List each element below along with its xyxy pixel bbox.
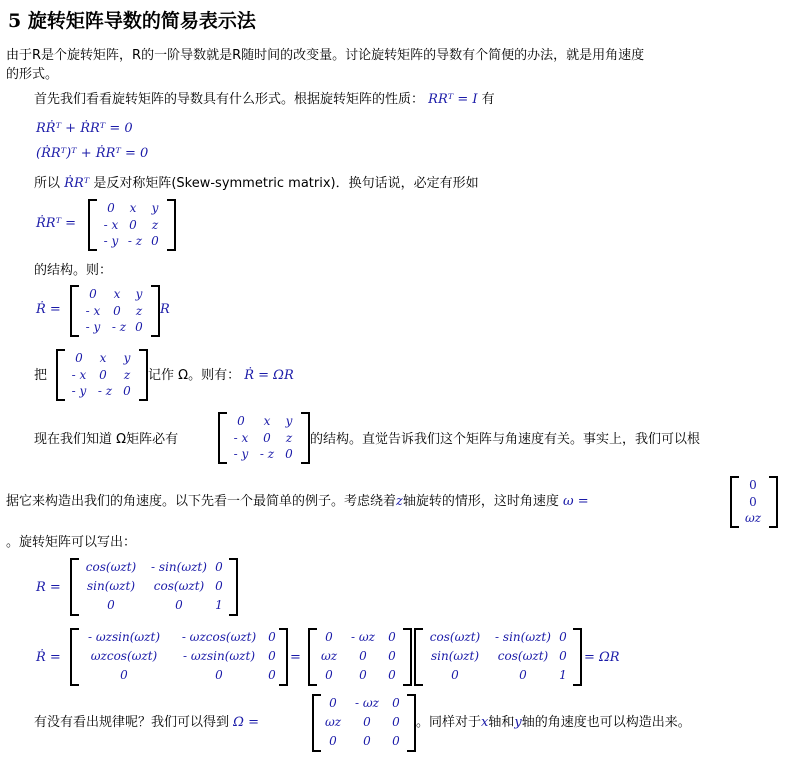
- matrix-cell: sin(ωzt): [430, 649, 480, 663]
- matrix-cell: 0: [559, 630, 567, 644]
- matrix-cell: 0: [363, 715, 371, 729]
- matrix-cell: 0: [451, 668, 459, 682]
- matrix-cell: cos(ωzt): [497, 649, 549, 663]
- rdot-matrix: [70, 285, 160, 337]
- matrix-cell: 0: [129, 218, 137, 232]
- skew-text: 是反对称矩阵(Skew-symmetric matrix)．换句话说，必定有形如: [93, 176, 479, 191]
- axis-z: z: [396, 494, 403, 509]
- rotation-matrix: [70, 558, 238, 616]
- vector-cell: ωz: [744, 511, 762, 525]
- omega-structure-prefix: 现在我们知道 Ω矩阵必有: [34, 432, 179, 447]
- skew-matrix: [88, 199, 176, 251]
- conclusion-prefix: [34, 714, 259, 732]
- matrix-cell: 0: [263, 431, 271, 445]
- matrix-cell: 0: [268, 630, 276, 644]
- denote-prefix: 把: [34, 368, 48, 383]
- denote-matrix: [56, 349, 148, 401]
- matrix-cell: z: [285, 431, 293, 445]
- angular-velocity-sentence: [6, 493, 589, 511]
- rdot-rhs: R: [160, 302, 170, 317]
- matrix-cell: ωz: [324, 715, 342, 729]
- matrix-cell: 0: [75, 351, 83, 365]
- orthogonality-formula: RRᵀ = I: [428, 92, 478, 107]
- matrix-cell: x: [99, 351, 107, 365]
- conclusion-matrix: [312, 694, 416, 752]
- matrix-cell: 0: [215, 668, 223, 682]
- matrix-cell: - x: [233, 431, 249, 445]
- matrix-cell: - ωz: [355, 696, 379, 710]
- matrix-cell: 0: [215, 579, 223, 593]
- matrix-cell: 0: [392, 715, 400, 729]
- matrix-cell: - ωzcos(ωzt): [181, 630, 257, 644]
- omega-structure-suffix: 的结构。直觉告诉我们这个矩阵与角速度有关。事实上，我们可以根: [310, 432, 701, 447]
- matrix-cell: z: [151, 218, 159, 232]
- skew-expr: ṘRᵀ: [64, 176, 90, 191]
- omega-symbol: ω =: [563, 494, 589, 509]
- intro-line-1: 由于R是个旋转矩阵，R的一阶导数就是R随时间的改变量。讨论旋转矩阵的导数有个简便的办法，就是用角速度: [6, 48, 645, 63]
- matrix-cell: 0: [237, 414, 245, 428]
- matrix-cell: 0: [392, 696, 400, 710]
- matrix-cell: y: [151, 201, 159, 215]
- rdot-lhs: Ṙ =: [36, 302, 61, 317]
- equation-2: (ṘRᵀ)ᵀ + ṘRᵀ = 0: [36, 146, 149, 161]
- matrix-cell: cos(ωzt): [85, 560, 137, 574]
- matrix-cell: x: [113, 287, 121, 301]
- matrix-cell: 0: [135, 320, 143, 334]
- conclusion-suffix-c: 轴的角速度也可以构造出来。: [521, 715, 691, 730]
- matrix-cell: 0: [559, 649, 567, 663]
- axis-y: y: [514, 715, 522, 730]
- skew-prefix: 所以: [34, 176, 61, 191]
- matrix-cell: x: [263, 414, 271, 428]
- matrix-cell: 0: [325, 668, 333, 682]
- matrix-cell: cos(ωzt): [429, 630, 481, 644]
- derivative-matrix: [70, 628, 288, 686]
- equals-sign: =: [290, 650, 301, 665]
- matrix-cell: 0: [215, 560, 223, 574]
- denote-sentence: [148, 367, 294, 385]
- rotation-intro: 。旋转矩阵可以写出：: [6, 535, 137, 550]
- conclusion-suffix-b: 轴和: [488, 715, 515, 730]
- rotation-lhs: R =: [36, 580, 61, 595]
- omega-relation: Ṙ = ΩR: [244, 368, 294, 383]
- matrix-cell: - y: [103, 234, 119, 248]
- axis-x: x: [481, 715, 489, 730]
- matrix-cell: 1: [215, 598, 223, 612]
- matrix-cell: ωz: [320, 649, 338, 663]
- matrix-cell: 0: [388, 668, 396, 682]
- matrix-cell: - sin(ωzt): [495, 630, 551, 644]
- matrix-cell: z: [135, 304, 143, 318]
- vector-cell: 0: [749, 478, 757, 492]
- angular-text: 据它来构造出我们的角速度。以下先看一个最简单的例子。考虑绕着: [6, 494, 397, 509]
- denote-middle: 记作 Ω。则有：: [148, 368, 241, 383]
- matrix-cell: 0: [107, 598, 115, 612]
- property-suffix: 有: [481, 92, 495, 107]
- matrix-cell: 0: [268, 668, 276, 682]
- matrix-cell: 0: [325, 630, 333, 644]
- matrix-cell: - z: [259, 447, 275, 461]
- derivative-lhs: Ṙ =: [36, 650, 61, 665]
- property-sentence: [34, 91, 495, 109]
- vector-cell: 0: [749, 495, 757, 509]
- matrix-cell: y: [285, 414, 293, 428]
- matrix-cell: 0: [363, 734, 371, 748]
- equation-1: RṘᵀ + ṘRᵀ = 0: [36, 121, 133, 136]
- matrix-cell: 0: [268, 649, 276, 663]
- omega-structure-matrix: [218, 412, 310, 464]
- matrix-cell: y: [135, 287, 143, 301]
- matrix-cell: - ωzsin(ωzt): [88, 630, 160, 644]
- derivative-result: = ΩR: [584, 650, 620, 665]
- matrix-cell: - x: [85, 304, 101, 318]
- matrix-cell: 0: [175, 598, 183, 612]
- matrix-cell: 0: [123, 384, 131, 398]
- matrix-cell: 0: [392, 734, 400, 748]
- structure-text: 的结构。则：: [34, 263, 113, 278]
- conclusion-omega: Ω =: [233, 715, 259, 730]
- matrix-cell: - z: [127, 234, 143, 248]
- property-text: 首先我们看看旋转矩阵的导数具有什么形式。根据旋转矩阵的性质：: [34, 92, 425, 107]
- matrix-cell: - y: [233, 447, 249, 461]
- matrix-cell: 1: [559, 668, 567, 682]
- matrix-cell: 0: [359, 649, 367, 663]
- matrix-cell: 0: [151, 234, 159, 248]
- matrix-cell: x: [129, 201, 137, 215]
- matrix-cell: - y: [85, 320, 101, 334]
- matrix-cell: sin(ωzt): [86, 579, 136, 593]
- section-title: 5 旋转矩阵导数的简易表示法: [8, 10, 256, 32]
- matrix-cell: 0: [285, 447, 293, 461]
- rotation-z-matrix: [414, 628, 582, 686]
- matrix-cell: 0: [89, 287, 97, 301]
- matrix-cell: - x: [103, 218, 119, 232]
- matrix-cell: - x: [71, 368, 87, 382]
- matrix-cell: 0: [107, 201, 115, 215]
- matrix-cell: 0: [388, 649, 396, 663]
- omega-z-matrix: [308, 628, 412, 686]
- matrix-cell: 0: [388, 630, 396, 644]
- matrix-cell: - z: [111, 320, 127, 334]
- conclusion-text: 有没有看出规律呢？我们可以得到: [34, 715, 230, 730]
- matrix-cell: 0: [329, 696, 337, 710]
- matrix-cell: z: [123, 368, 131, 382]
- skew-lhs: ṘRᵀ =: [36, 216, 77, 231]
- matrix-cell: cos(ωzt): [153, 579, 205, 593]
- matrix-cell: 0: [120, 668, 128, 682]
- omega-vector: [730, 476, 778, 528]
- matrix-cell: y: [123, 351, 131, 365]
- conclusion-suffix-a: 。同样对于: [416, 715, 482, 730]
- matrix-cell: ωzcos(ωzt): [90, 649, 158, 663]
- skew-sentence: [34, 175, 479, 193]
- matrix-cell: - ωz: [351, 630, 375, 644]
- conclusion-suffix: [416, 714, 691, 732]
- matrix-cell: - ωzsin(ωzt): [183, 649, 255, 663]
- matrix-cell: - sin(ωzt): [151, 560, 207, 574]
- matrix-cell: - z: [97, 384, 113, 398]
- matrix-cell: 0: [519, 668, 527, 682]
- matrix-cell: 0: [329, 734, 337, 748]
- matrix-cell: - y: [71, 384, 87, 398]
- intro-line-2: 的形式。: [6, 67, 59, 82]
- matrix-cell: 0: [359, 668, 367, 682]
- angular-text-2: 轴旋转的情形，这时角速度: [402, 494, 559, 509]
- matrix-cell: 0: [113, 304, 121, 318]
- matrix-cell: 0: [99, 368, 107, 382]
